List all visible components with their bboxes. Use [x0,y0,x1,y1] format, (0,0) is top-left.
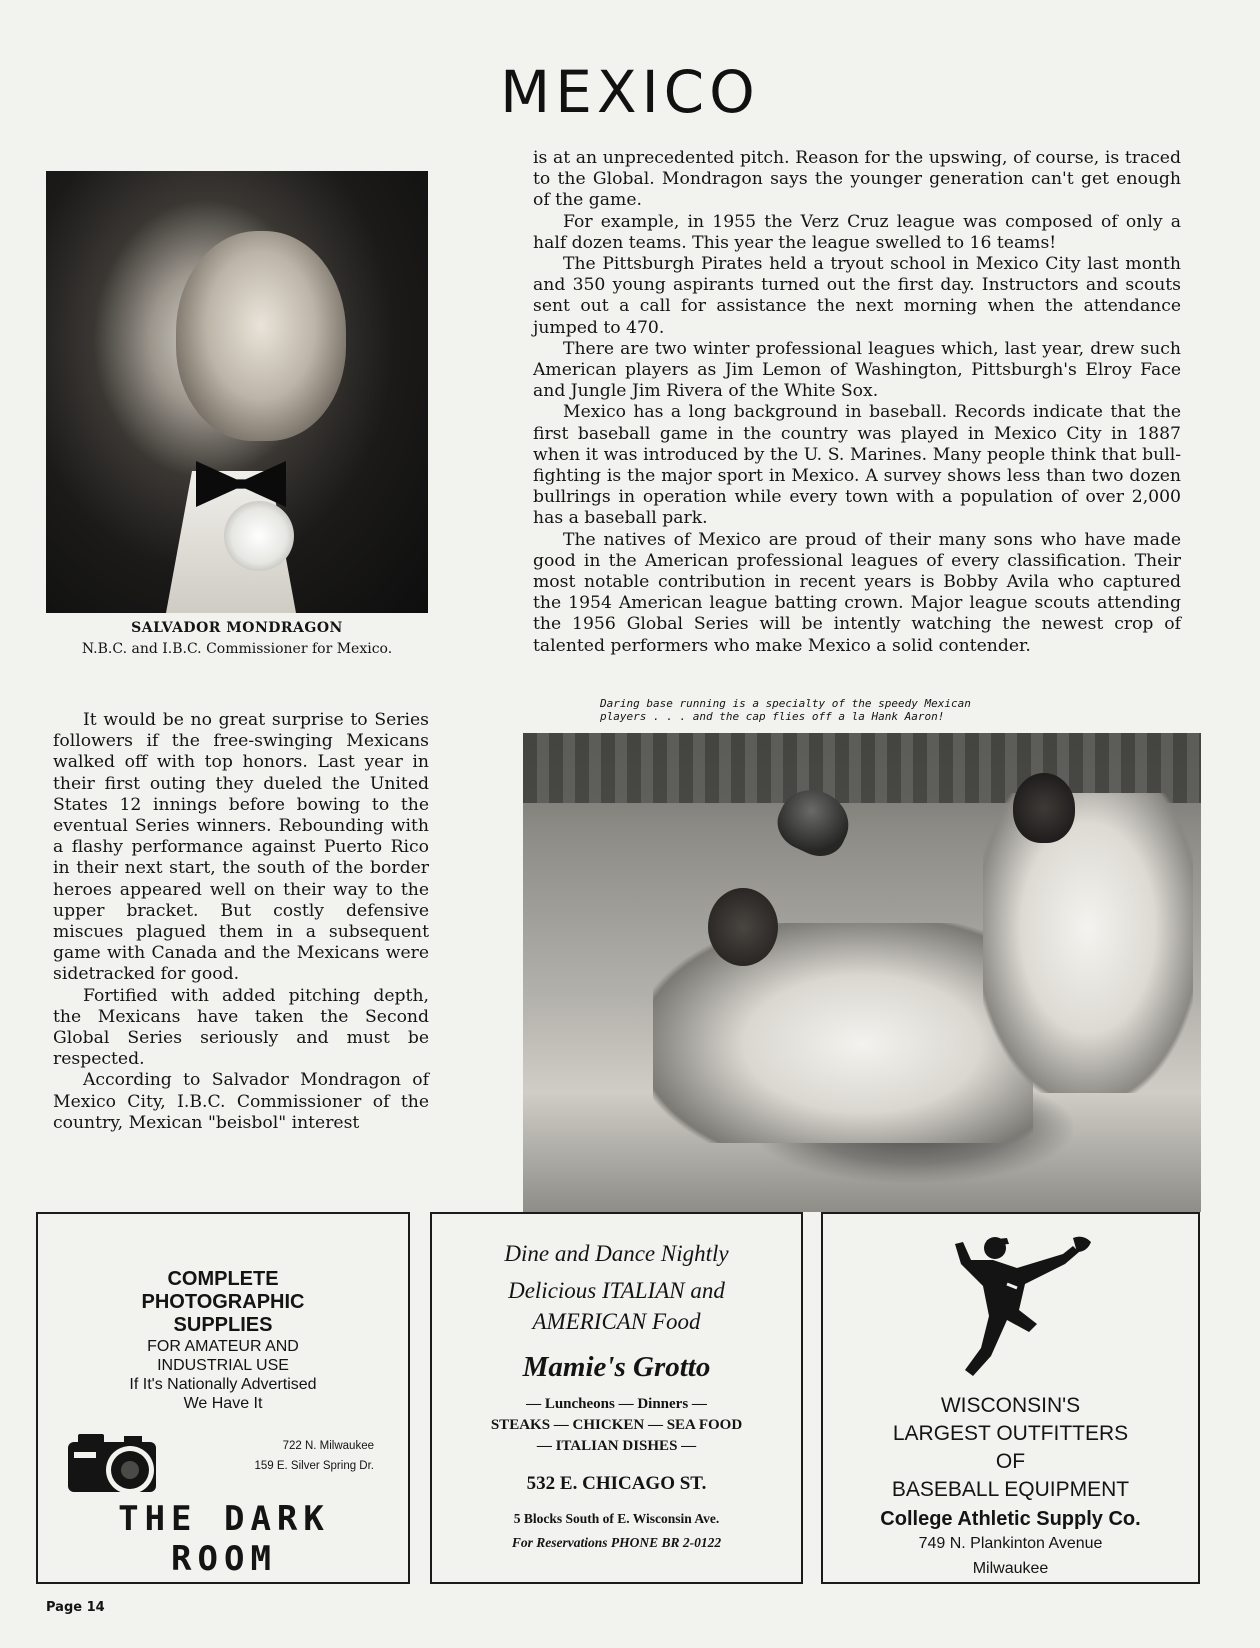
ad-address: 722 N. Milwaukee [282,1440,374,1452]
runner-head [708,888,778,966]
ad-headline: Dine and Dance Nightly [504,1241,729,1266]
ad-text: We Have It [183,1395,263,1412]
action-caption-line: Daring base running is a specialty of the speedy Mexican [600,697,971,710]
ad-business-name: THE DARK ROOM [118,1499,330,1579]
article-paragraph: According to Salvador Mondragon of Mexico City, I.B.C. Commissioner of the country, Mexican "beisbol" interest [53,1070,429,1133]
ad-address: 532 E. CHICAGO ST. [526,1473,707,1494]
article-paragraph: Mexico has a long background in baseball. Records indicate that the first baseball game in the country was played in Mexico City in 1887 when it was introduced by the U. S. Marines. Many people think that bull-fighting is the major sport in Mexico. A survey shows less than two dozen bullrings in operation while every town with a population of over 2,000 has a baseball park. [533,402,1181,529]
ad-city: Milwaukee [972,1560,1049,1577]
portrait-face [176,231,346,441]
page-number: Page 14 [46,1600,105,1615]
sliding-runner [653,923,1033,1143]
carnation-icon [224,501,294,571]
article-paragraph: There are two winter professional leagues which, last year, drew such American players as Jim Lemon of Washington, Pittsburgh's Elroy Face and Jungle Jim Rivera of the White Sox. [533,338,1181,402]
ad-menu-line: — Luncheons — Dinners — [526,1396,707,1412]
fielder-head [1013,773,1075,843]
article-paragraph: The natives of Mexico are proud of their many sons who have made good in the American professional leagues of every classification. Their most notable contribution in recent years is Bobby Avila who captured the 1954 American league batting crown. Major league scouts attending the 1956 Global Series will be intently watching the newest crop of talented performers who make Mexico a solid contender. [533,529,1181,656]
ad-text: INDUSTRIAL USE [157,1357,289,1374]
ad-mamies-grotto [430,1212,803,1584]
ad-headline: LARGEST OUTFITTERS [892,1422,1129,1445]
article-left-column [53,710,429,1134]
action-caption-line: players . . . and the cap flies off a la Hank Aaron! [600,710,945,723]
ad-phone: For Reservations PHONE BR 2-0122 [511,1535,722,1550]
fielder [983,793,1193,1093]
ad-business-name: Mamie's Grotto [522,1351,711,1383]
ad-text: If It's Nationally Advertised [129,1376,317,1393]
ad-address: 159 E. Silver Spring Dr. [254,1460,374,1472]
article-right-column [533,148,1181,657]
baseball-player-icon [933,1224,1103,1384]
portrait-photo [46,171,428,613]
article-paragraph: Fortified with added pitching depth, the Mexicans have taken the Second Global Series seriously and must be respected. [53,985,429,1070]
ad-business-name: College Athletic Supply Co. [880,1508,1141,1530]
ad-headline: AMERICAN Food [532,1309,701,1334]
ad-address: 749 N. Plankinton Avenue [918,1535,1103,1552]
ad-college-athletic [821,1212,1200,1584]
portrait-caption-name: SALVADOR MONDRAGON [131,620,343,636]
article-paragraph: For example, in 1955 the Verz Cruz league was composed of only a half dozen teams. This year the league swelled to 16 teams! [533,211,1181,253]
ad-headline: BASEBALL EQUIPMENT [891,1478,1130,1501]
action-photo [523,733,1201,1212]
ad-headline: WISCONSIN'S [940,1394,1081,1417]
article-paragraph: is at an unprecedented pitch. Reason for the upswing, of course, is traced to the Global. Mondragon says the younger generation can't get enough of the game. [533,148,1181,211]
ad-headline: COMPLETE [167,1268,279,1290]
article-paragraph: It would be no great surprise to Series followers if the free-swinging Mexicans walked off with top honors. Last year in their first outing they dueled the United States 12 innings before bowing to the eventual Series winners. Rebounding with a flashy performance against Puerto Rico in their next start, the south of the border heroes appeared well on their way to the upper bracket. But costly defensive miscues plagued them in a subsequent game with Canada and the Mexicans were sidetracked for good. [53,710,429,985]
action-photo-caption [600,697,1140,723]
ad-menu-line: — ITALIAN DISHES — [536,1438,697,1454]
camera-icon [64,1428,164,1500]
ad-directions: 5 Blocks South of E. Wisconsin Ave. [513,1511,720,1526]
ad-headline: SUPPLIES [173,1314,273,1336]
portrait-caption-role: N.B.C. and I.B.C. Commissioner for Mexico. [81,641,393,657]
page-title: MEXICO [500,58,760,126]
ad-dark-room [36,1212,410,1584]
ad-headline: PHOTOGRAPHIC [141,1291,305,1313]
article-paragraph: The Pittsburgh Pirates held a tryout school in Mexico City last month and 350 young aspirants turned out the first day. Instructors and scouts sent out a call for assistance the next morning when the attendance jumped to 470. [533,254,1181,338]
ad-text: FOR AMATEUR AND [147,1338,299,1355]
ad-headline: Delicious ITALIAN and [508,1278,725,1303]
ad-headline: OF [995,1450,1026,1473]
ad-menu-line: STEAKS — CHICKEN — SEA FOOD [490,1417,743,1433]
